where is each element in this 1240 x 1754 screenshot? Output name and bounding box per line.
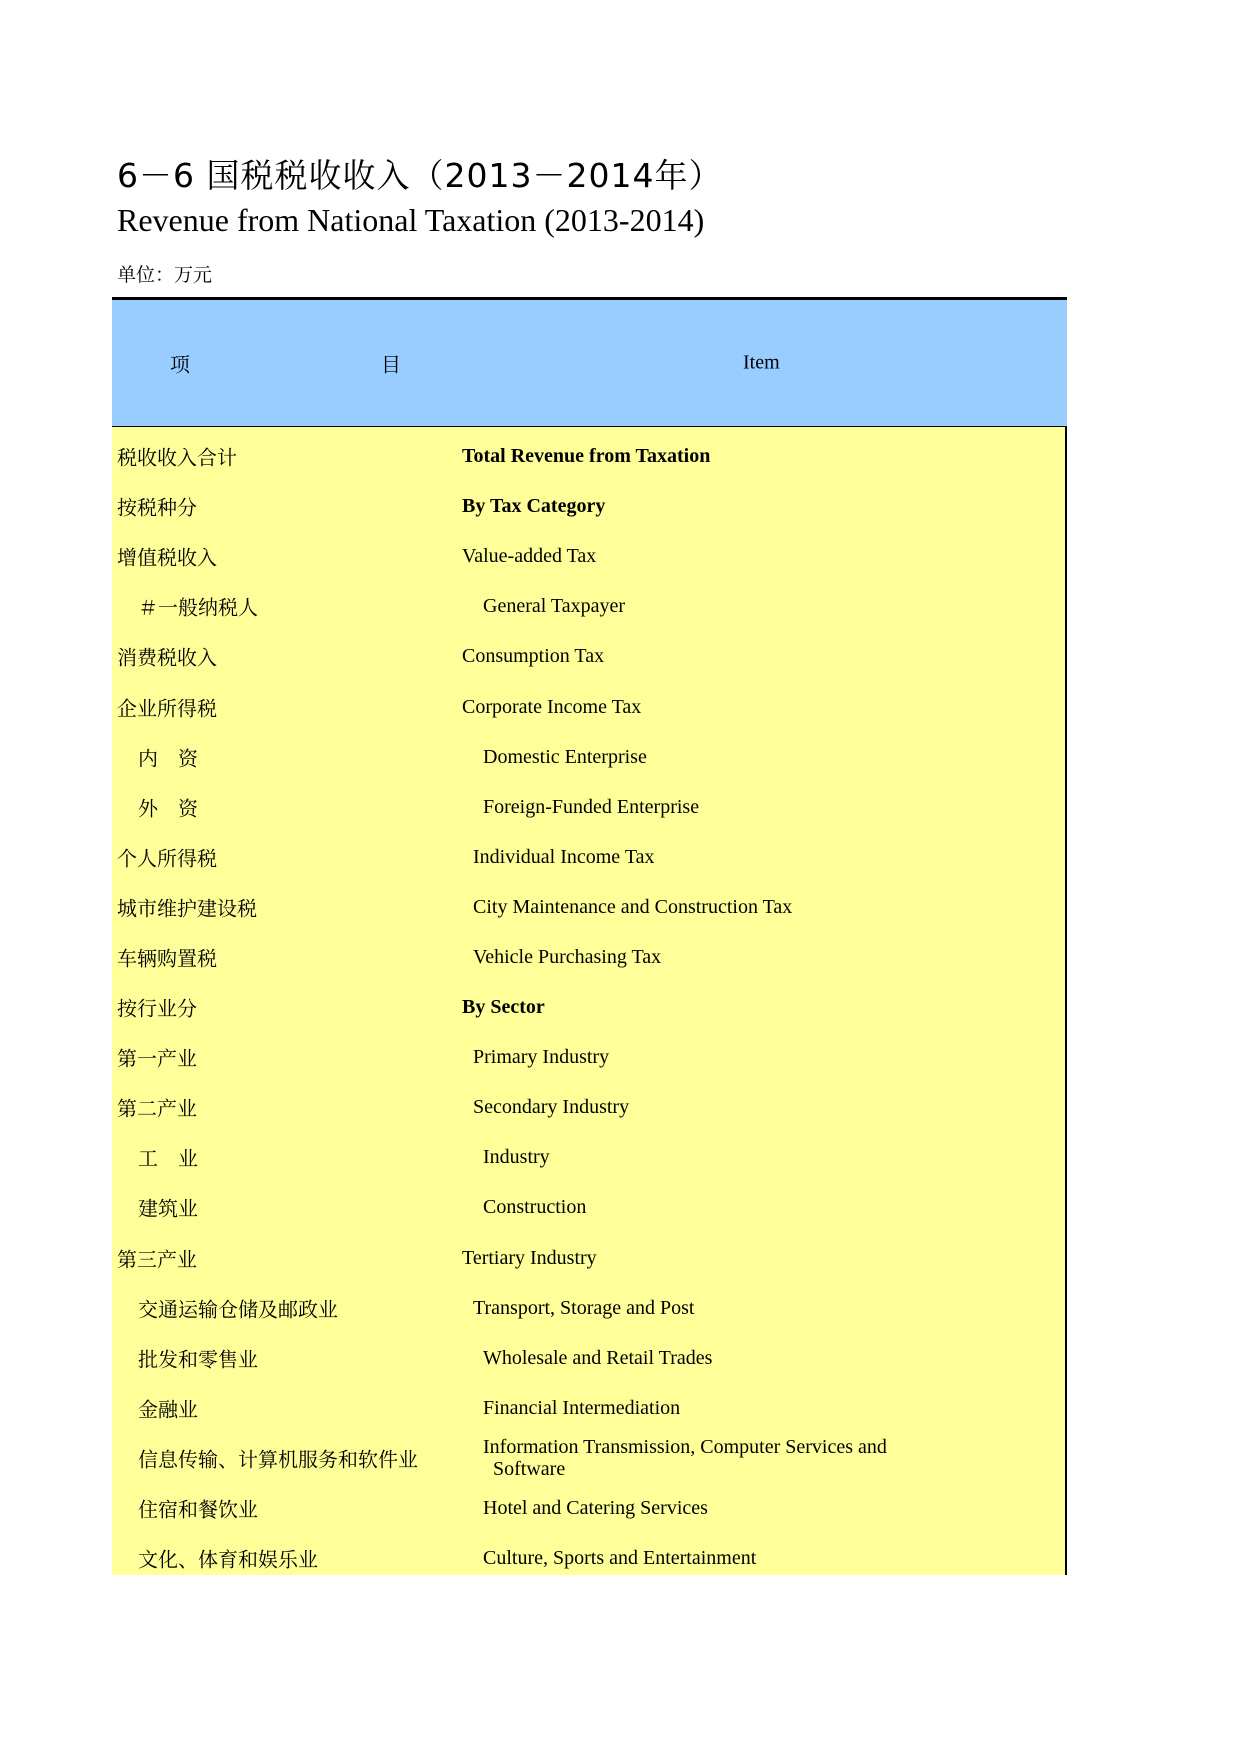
- row-label-en: Value-added Tax: [462, 545, 597, 568]
- row-label-en: City Maintenance and Construction Tax: [473, 895, 793, 918]
- row-label-en: Tertiary Industry: [462, 1246, 597, 1269]
- row-label-cn: 外 资: [138, 796, 198, 821]
- row-label-cn: 税收收入合计: [117, 445, 237, 470]
- row-label-cn: 按税种分: [117, 495, 197, 520]
- page-title-cn: 6－6 国税税收收入（2013－2014年）: [117, 156, 723, 195]
- row-label-cn: 车辆购置税: [117, 946, 217, 971]
- row-hotel-catering: [112, 1483, 1065, 1533]
- row-label-cn: 第三产业: [117, 1247, 197, 1272]
- row-label-en: Industry: [483, 1146, 550, 1169]
- row-label-en: Transport, Storage and Post: [473, 1296, 695, 1319]
- row-label-cn: 城市维护建设税: [117, 896, 257, 921]
- row-label-cn: 第二产业: [117, 1096, 197, 1121]
- row-label-en: Financial Intermediation: [483, 1396, 681, 1419]
- row-construction: [112, 1182, 1065, 1232]
- row-by-sector: [112, 982, 1065, 1032]
- row-label-en: By Tax Category: [462, 495, 606, 518]
- row-label-en: Vehicle Purchasing Tax: [473, 945, 662, 968]
- row-label-cn: 内 资: [138, 746, 198, 771]
- row-label-en: By Sector: [462, 996, 545, 1019]
- row-secondary-industry: [112, 1082, 1065, 1132]
- row-foreign-funded-enterprise: [112, 782, 1065, 832]
- row-label-cn: 批发和零售业: [138, 1347, 258, 1372]
- row-label-cn: 文化、体育和娱乐业: [138, 1547, 318, 1572]
- row-label-en: Construction: [483, 1196, 587, 1219]
- row-label-cn: 金融业: [138, 1397, 198, 1422]
- row-by-tax-category: [112, 481, 1065, 531]
- row-corporate-income-tax: [112, 681, 1065, 731]
- row-primary-industry: [112, 1032, 1065, 1082]
- row-label-en: Total Revenue from Taxation: [462, 445, 711, 468]
- header-item-cn-2: 目: [381, 352, 401, 377]
- row-vehicle-purchasing-tax: [112, 932, 1065, 982]
- row-individual-income-tax: [112, 832, 1065, 882]
- row-label-en: Hotel and Catering Services: [483, 1497, 708, 1520]
- row-total-revenue: [112, 431, 1065, 481]
- row-general-taxpayer: [112, 581, 1065, 631]
- row-label-en: Culture, Sports and Entertainment: [483, 1547, 757, 1570]
- row-label-cn: 建筑业: [138, 1196, 198, 1221]
- row-label-en-line1: Information Transmission, Computer Services and: [483, 1435, 887, 1458]
- row-label-en: Secondary Industry: [473, 1096, 630, 1119]
- row-label-en: Individual Income Tax: [473, 845, 655, 868]
- row-information-transmission: [112, 1433, 1065, 1483]
- row-tertiary-industry: [112, 1233, 1065, 1283]
- row-label-en: Domestic Enterprise: [483, 745, 647, 768]
- row-label-cn: 住宿和餐饮业: [138, 1497, 258, 1522]
- row-label-cn: 消费税收入: [117, 645, 217, 670]
- row-label-en: Primary Industry: [473, 1046, 610, 1069]
- page-title-en: Revenue from National Taxation (2013-2014): [117, 202, 705, 238]
- row-transport-storage-post: [112, 1283, 1065, 1333]
- row-industry: [112, 1132, 1065, 1182]
- table-body: [112, 427, 1067, 1575]
- table-header: [112, 300, 1067, 427]
- row-label-en-line2: Software: [493, 1457, 566, 1480]
- row-label-en: Wholesale and Retail Trades: [483, 1346, 713, 1369]
- row-wholesale-retail: [112, 1333, 1065, 1383]
- row-label-cn: 信息传输、计算机服务和软件业: [138, 1447, 418, 1472]
- row-label-cn: 增值税收入: [117, 545, 217, 570]
- row-city-maintenance-tax: [112, 882, 1065, 932]
- row-label-en: Corporate Income Tax: [462, 695, 642, 718]
- row-label-en: Foreign-Funded Enterprise: [483, 795, 700, 818]
- row-financial-intermediation: [112, 1383, 1065, 1433]
- header-item-en: Item: [743, 351, 780, 374]
- row-label-cn: 按行业分: [117, 996, 197, 1021]
- row-label-cn: ＃一般纳税人: [138, 595, 258, 620]
- row-label-cn: 个人所得税: [117, 846, 217, 871]
- row-label-cn: 第一产业: [117, 1046, 197, 1071]
- row-label-cn: 企业所得税: [117, 696, 217, 721]
- tax-revenue-table: [112, 297, 1067, 1575]
- row-value-added-tax: [112, 531, 1065, 581]
- header-item-cn-1: 项: [170, 352, 190, 377]
- row-label-en: General Taxpayer: [483, 595, 626, 618]
- row-consumption-tax: [112, 631, 1065, 681]
- row-culture-sports-entertainment: [112, 1533, 1065, 1583]
- unit-label: 单位：万元: [117, 264, 213, 286]
- row-label-en: [483, 1436, 943, 1480]
- row-label-en: Consumption Tax: [462, 645, 605, 668]
- row-label-cn: 交通运输仓储及邮政业: [138, 1297, 338, 1322]
- row-label-cn: 工 业: [138, 1146, 198, 1171]
- row-domestic-enterprise: [112, 732, 1065, 782]
